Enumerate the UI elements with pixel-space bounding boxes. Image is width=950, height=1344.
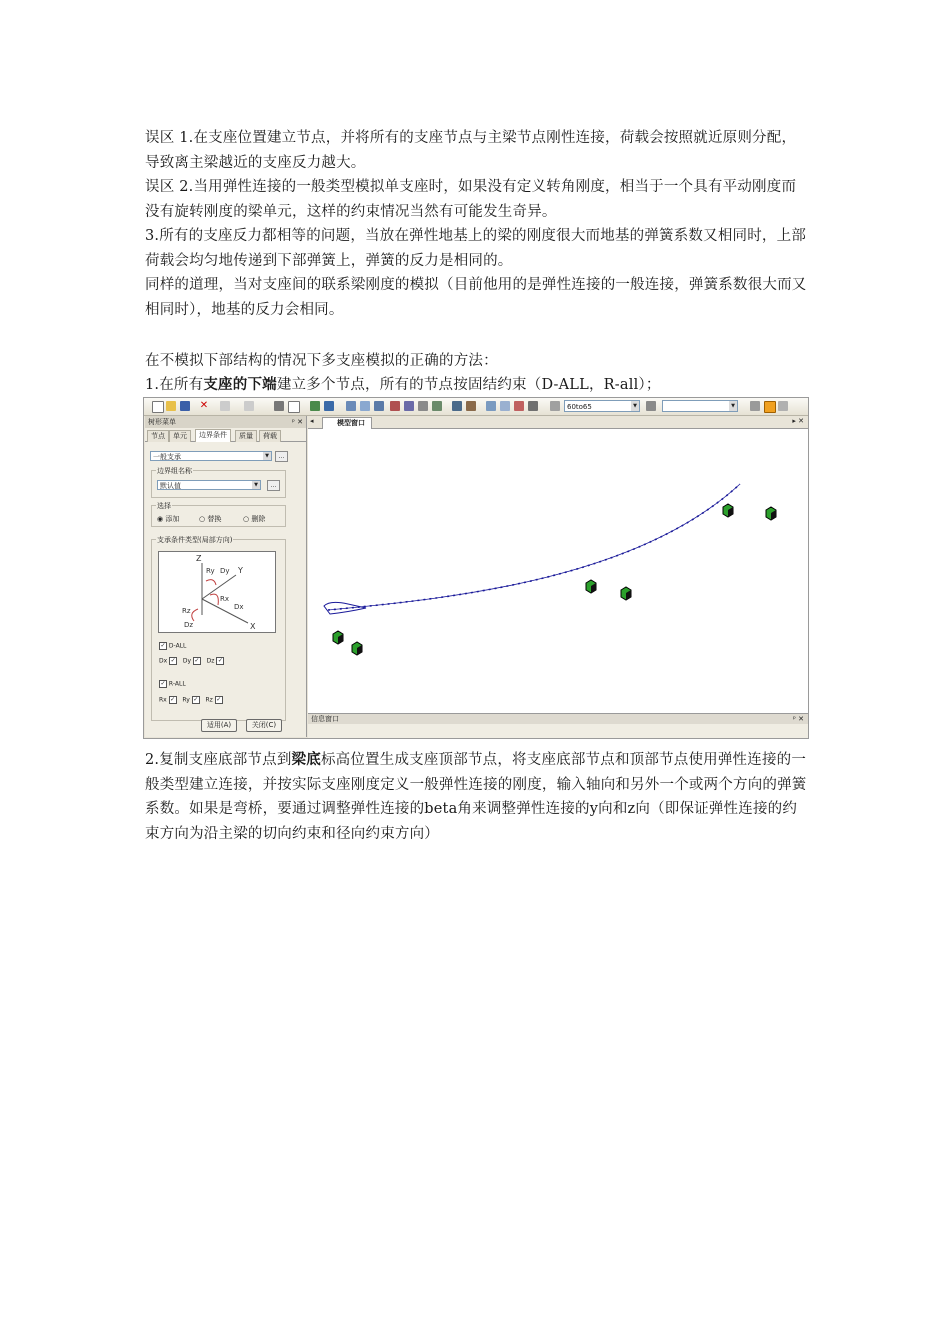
tree-menu-panel bbox=[145, 416, 307, 737]
dx-checkbox[interactable]: ✓ bbox=[170, 657, 176, 664]
axis-diagram bbox=[158, 551, 276, 633]
window-select-icon[interactable] bbox=[360, 401, 370, 411]
apply-button[interactable]: 适用(A) bbox=[201, 719, 237, 732]
midas-screenshot bbox=[143, 397, 809, 739]
display-icon[interactable] bbox=[466, 401, 476, 411]
support-node bbox=[352, 642, 362, 655]
dz-checkbox[interactable]: ✓ bbox=[217, 657, 223, 664]
axis-diagram-frame bbox=[159, 552, 276, 633]
undo-icon[interactable] bbox=[220, 401, 230, 411]
pan-icon[interactable] bbox=[404, 401, 414, 411]
move-icon[interactable] bbox=[500, 401, 510, 411]
rotate-icon[interactable] bbox=[418, 401, 428, 411]
rx-checkbox[interactable]: ✓ bbox=[170, 696, 176, 703]
open-folder-icon[interactable] bbox=[166, 401, 176, 411]
dy-label: Dy bbox=[220, 567, 230, 575]
radio-delete-label: 删除 bbox=[251, 515, 266, 523]
boundary-group-label: 边界组名称 bbox=[157, 467, 192, 475]
support-node bbox=[621, 587, 631, 600]
model-canvas[interactable] bbox=[308, 428, 808, 713]
rz-checkbox[interactable]: ✓ bbox=[216, 696, 222, 703]
support-node bbox=[723, 504, 733, 517]
support-type-value: 一般支承 bbox=[153, 453, 181, 461]
activate-icon[interactable] bbox=[646, 401, 656, 411]
delete-icon[interactable]: ✕ bbox=[199, 400, 209, 411]
r-all-label: R-ALL bbox=[168, 680, 186, 688]
group-combo[interactable] bbox=[564, 400, 640, 412]
dx-label: Dx bbox=[234, 603, 244, 611]
radio-replace[interactable]: ○ 替换 bbox=[199, 515, 222, 523]
close-button[interactable]: 关闭(C) bbox=[246, 719, 282, 732]
dy-check-label: Dy bbox=[182, 657, 191, 665]
save-icon[interactable] bbox=[180, 401, 190, 411]
divide-icon[interactable] bbox=[514, 401, 524, 411]
rx-label: Rx bbox=[220, 595, 230, 603]
unlock-icon[interactable] bbox=[778, 401, 788, 411]
zoom-icon[interactable] bbox=[390, 401, 400, 411]
tab-element[interactable]: 单元 bbox=[169, 430, 191, 442]
redo-icon[interactable] bbox=[244, 401, 254, 411]
boundary-group-more-button[interactable]: ... bbox=[267, 480, 280, 491]
r-items-row bbox=[159, 696, 223, 704]
chevron-down-icon: ▼ bbox=[252, 481, 260, 489]
d-all-checkbox[interactable] bbox=[159, 642, 186, 650]
close-icon[interactable]: ᵖ ✕ bbox=[792, 715, 804, 723]
curved-beam-line bbox=[328, 484, 740, 610]
section-heading: 在不模拟下部结构的情况下多支座模拟的正确的方法： bbox=[145, 353, 498, 369]
unit-icon[interactable] bbox=[750, 401, 760, 411]
info-window bbox=[308, 713, 808, 738]
dx-check-label: Dx bbox=[159, 657, 168, 665]
preview-icon[interactable] bbox=[288, 401, 300, 413]
tree-menu-title-bar bbox=[145, 416, 306, 428]
support-node bbox=[333, 631, 343, 644]
boundary-group-select[interactable] bbox=[157, 480, 261, 490]
group-combo-value: 60to65 bbox=[567, 403, 592, 411]
main-toolbar bbox=[144, 398, 808, 416]
tab-mass[interactable]: 质量 bbox=[235, 430, 257, 442]
step-2-bold: 梁底 bbox=[291, 752, 321, 768]
d-all-label: D-ALL bbox=[168, 642, 187, 650]
r-all-checkbox[interactable] bbox=[159, 680, 186, 688]
support-type-select[interactable] bbox=[150, 451, 272, 461]
rz-check-label: Rz bbox=[205, 696, 213, 704]
chevron-down-icon: ▼ bbox=[263, 452, 271, 460]
copy-icon[interactable] bbox=[486, 401, 496, 411]
new-file-icon[interactable] bbox=[152, 401, 164, 413]
view-icon[interactable] bbox=[452, 401, 462, 411]
ry-check-label: Ry bbox=[182, 696, 190, 704]
tab-load[interactable]: 荷载 bbox=[259, 430, 281, 442]
y-label: Y bbox=[238, 566, 243, 575]
step-2 bbox=[145, 748, 810, 846]
radio-delete[interactable]: ○ 删除 bbox=[243, 515, 266, 523]
node-tool-icon[interactable] bbox=[310, 401, 320, 411]
tree-menu-title: 树形菜单 bbox=[148, 418, 176, 426]
d-items-row bbox=[159, 657, 224, 665]
dy-checkbox[interactable]: ✓ bbox=[194, 657, 200, 664]
curved-beam bbox=[328, 484, 740, 610]
step-1-bold: 支座的下端 bbox=[203, 377, 277, 393]
z-label: Z bbox=[196, 554, 202, 563]
paragraph-misconception-1: 误区 1.在支座位置建立节点，并将所有的支座节点与主梁节点刚性连接，荷载会按照就近原则分配，导致离主梁越近的支座反力越大。 bbox=[145, 130, 797, 171]
step-1-suffix: 建立多个节点，所有的节点按固结约束（D-ALL，R-all）； bbox=[276, 377, 661, 393]
print-icon[interactable] bbox=[274, 401, 284, 411]
tab-boundary[interactable]: 边界条件 bbox=[195, 429, 231, 442]
info-window-title: 信息窗口 bbox=[311, 715, 339, 723]
info-window-title-bar bbox=[308, 714, 808, 724]
tree-menu-tabs bbox=[145, 428, 306, 442]
model-window-label: 模型窗口 bbox=[337, 419, 365, 427]
check-icon: ✓ bbox=[160, 642, 166, 649]
x-label: X bbox=[250, 622, 256, 631]
fit-icon[interactable] bbox=[432, 401, 442, 411]
layer-combo[interactable] bbox=[662, 400, 738, 412]
step-1-prefix: 1.在所有 bbox=[145, 377, 204, 393]
group-icon[interactable] bbox=[550, 401, 560, 411]
chevron-down-icon: ▼ bbox=[631, 401, 639, 411]
ry-label: Ry bbox=[206, 567, 215, 575]
select-label: 选择 bbox=[157, 502, 171, 510]
ry-checkbox[interactable]: ✓ bbox=[193, 696, 199, 703]
step-2-suffix: 标高位置生成支座顶部节点，将支座底部节点和顶部节点使用弹性连接的一般类型建立连接，并按实际支座刚度定义一般弹性连接的刚度，输入轴向和另外一个或两个方向的弹簧系数。如果是弯桥，要通过调整弹性连接的beta角来调整弹性连接的y向和z向（即保证弹性连接的约束方向为沿主梁的切向约束和径向约束方向） bbox=[145, 752, 807, 842]
radio-replace-label: 替换 bbox=[207, 515, 222, 523]
tab-node[interactable]: 节点 bbox=[147, 430, 169, 442]
merge-icon[interactable] bbox=[528, 401, 538, 411]
rx-check-label: Rx bbox=[159, 696, 167, 704]
support-node bbox=[766, 507, 776, 520]
boundary-group-value: 默认值 bbox=[160, 482, 181, 490]
select-icon[interactable] bbox=[346, 401, 356, 411]
scroll-left-icon[interactable]: ◂ bbox=[310, 417, 314, 425]
dz-check-label: Dz bbox=[206, 657, 215, 665]
rz-label: Rz bbox=[182, 607, 191, 615]
support-node bbox=[586, 580, 596, 593]
check-icon: ✓ bbox=[160, 680, 166, 687]
model-view-panel bbox=[308, 416, 808, 737]
close-icon[interactable]: ▸ ✕ bbox=[792, 417, 804, 425]
step-1 bbox=[145, 373, 810, 398]
constraint-type-label: 支承条件类型(局部方向) bbox=[157, 536, 233, 544]
element-tool-icon[interactable] bbox=[324, 401, 334, 411]
paragraph-point-3: 3.所有的支座反力都相等的问题，当放在弹性地基上的梁的刚度很大而地基的弹簧系数又相同时，上部荷载会均匀地传递到下部弹簧上，弹簧的反力是相同的。 bbox=[145, 228, 807, 269]
polygon-select-icon[interactable] bbox=[374, 401, 384, 411]
radio-add-label: 添加 bbox=[165, 515, 180, 523]
step-2-prefix: 2.复制支座底部节点到 bbox=[145, 752, 292, 768]
dz-label: Dz bbox=[184, 621, 194, 629]
radio-add[interactable]: ◉ 添加 bbox=[157, 515, 180, 523]
paragraph-same-reason: 同样的道理，当对支座间的联系梁刚度的模拟（目前他用的是弹性连接的一般连接，弹簧系数很大而又相同时），地基的反力会相同。 bbox=[145, 277, 807, 318]
lock-icon[interactable] bbox=[764, 401, 776, 413]
chevron-down-icon: ▼ bbox=[729, 401, 737, 411]
close-icon[interactable]: ᵖ ✕ bbox=[291, 418, 303, 426]
paragraph-misconception-2: 误区 2.当用弹性连接的一般类型模拟单支座时，如果没有定义转角刚度，相当于一个具有平动刚度而没有旋转刚度的梁单元，这样的约束情况当然有可能发生奇异。 bbox=[145, 179, 797, 220]
support-type-more-button[interactable]: ... bbox=[275, 451, 288, 462]
